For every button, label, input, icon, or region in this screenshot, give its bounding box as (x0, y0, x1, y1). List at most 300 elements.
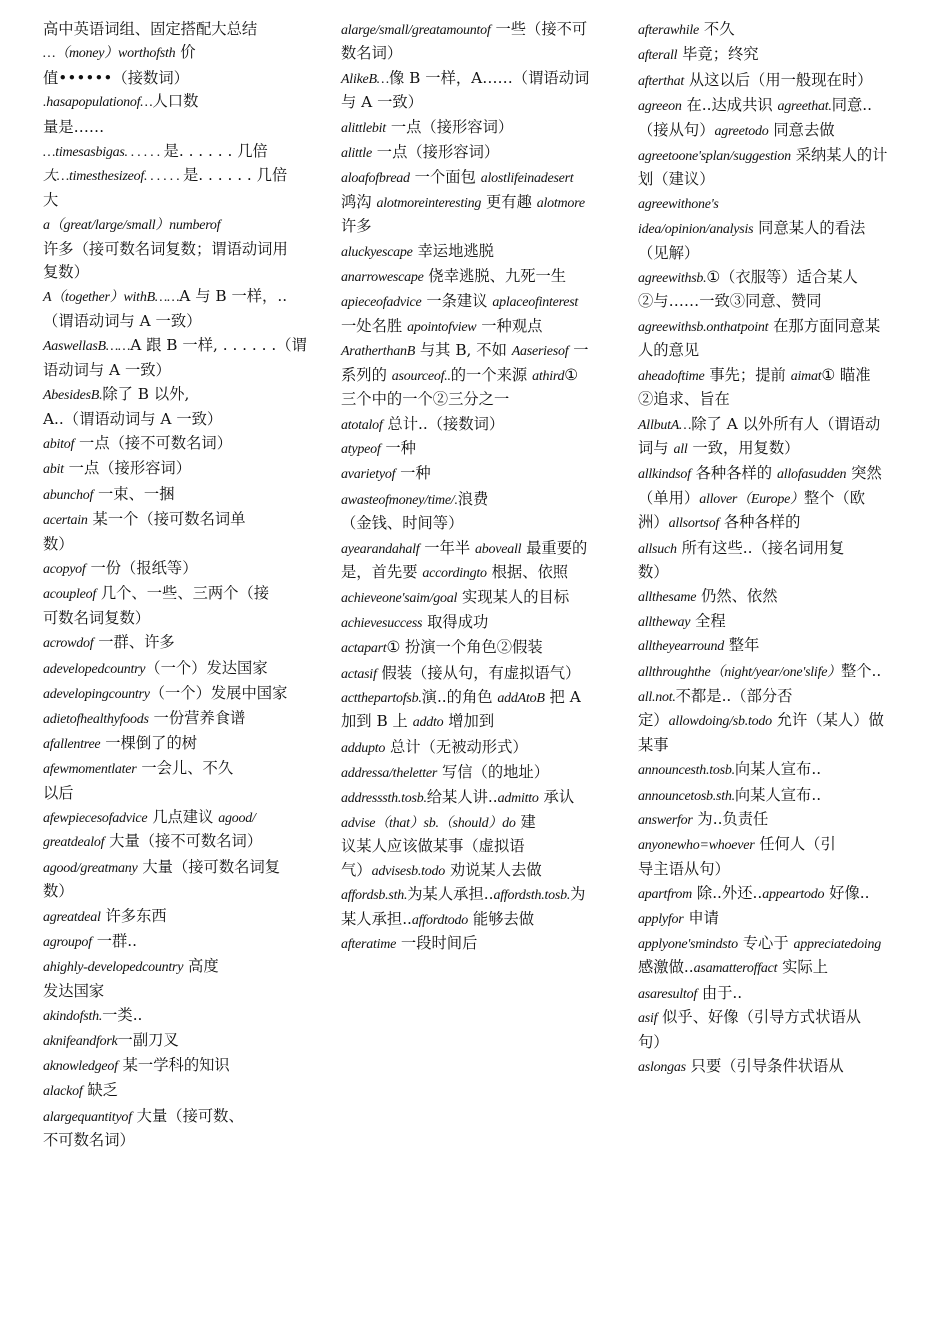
vocab-entry (638, 364, 914, 412)
english-phrase: alostlifeinadesert (480, 171, 574, 187)
vocab-entry (638, 982, 914, 1054)
chinese-gloss: 一份（报纸等） (85, 558, 198, 577)
entry-line (43, 856, 319, 880)
chinese-gloss: 是. . . . . . 几倍 (163, 142, 268, 161)
entry-line (43, 657, 319, 681)
entry-line (43, 508, 319, 532)
vocab-entry (43, 856, 319, 904)
entry-line (341, 586, 619, 610)
english-phrase: aluckyescape (341, 244, 413, 260)
english-phrase: allsuch (638, 541, 677, 557)
entry-line (43, 18, 319, 41)
chinese-gloss: 一条建议 (421, 292, 493, 311)
entry-line (638, 364, 914, 388)
chinese-gloss: 是，首先要 (341, 562, 423, 581)
chinese-gloss: 取得成功 (422, 612, 489, 631)
entry-line (638, 982, 914, 1006)
chinese-gloss: 所有这些..（接名词用复 (676, 538, 845, 557)
vocab-entry (43, 432, 319, 456)
chinese-gloss: 一些（接不可 (490, 20, 588, 38)
chinese-gloss: 全程 (690, 611, 726, 630)
entry-line (638, 932, 914, 956)
entry-line (43, 238, 319, 261)
chinese-gloss: （单用） (638, 488, 700, 507)
english-phrase: accordingto (422, 565, 487, 581)
entry-line (638, 388, 914, 411)
vocab-entry (638, 413, 914, 462)
english-phrase: alltheway (638, 614, 691, 630)
entry-line (638, 217, 914, 241)
entry-line (43, 1004, 319, 1028)
entry-line (341, 388, 619, 411)
english-phrase: …（money）worthofsth (43, 46, 176, 62)
english-phrase: aknifeandfork (43, 1033, 118, 1049)
chinese-gloss: 一份营养食谱 (148, 709, 246, 728)
chinese-gloss: 导主语从句） (638, 859, 730, 878)
entry-line (43, 880, 319, 903)
entry-line (43, 582, 319, 606)
chinese-gloss: 值••••••（接数词） (43, 68, 189, 87)
chinese-gloss: 不可数名词） (43, 1131, 135, 1150)
chinese-gloss: A 跟 B 一样, . . . . . .（谓 (130, 336, 307, 355)
chinese-gloss: 一束、一捆 (93, 484, 175, 503)
chinese-gloss: A..（谓语动词与 A 一致） (43, 409, 223, 428)
english-phrase: afteratime (341, 937, 397, 953)
english-phrase: afterthat (638, 73, 684, 89)
chinese-gloss: 增加到 (443, 712, 495, 731)
chinese-gloss: 承认 (538, 787, 575, 806)
chinese-gloss: ①（衣服等）适合某人 (706, 268, 858, 287)
english-phrase: AratherthanB (341, 344, 415, 360)
chinese-gloss: 各种各样的 (719, 513, 801, 532)
chinese-gloss: 加到 B 上 (341, 712, 413, 731)
english-phrase: aplaceofinterest (492, 295, 579, 311)
chinese-gloss: 数） (638, 562, 669, 581)
vocab-entry (43, 140, 319, 212)
entry-line (43, 41, 319, 65)
entry-line (638, 1055, 914, 1079)
chinese-gloss: 大量（接可数名词复 (137, 857, 281, 876)
english-phrase: applyfor (638, 911, 684, 927)
english-phrase: alargequantityof (43, 1109, 132, 1125)
entry-line (341, 413, 619, 437)
chinese-gloss: 除了 B 以外, (102, 385, 190, 404)
chinese-gloss: 假装（接从句，有虚拟语气） (376, 663, 581, 682)
english-phrase: addupto (341, 740, 386, 756)
chinese-gloss: 数名词） (341, 44, 403, 63)
chinese-gloss: ① (564, 365, 579, 384)
chinese-gloss: 除..外还.. (692, 884, 763, 903)
chinese-gloss: 许多东西 (100, 906, 167, 925)
vocab-entry (341, 265, 619, 289)
chinese-gloss: 整个.. (840, 661, 882, 680)
vocab-entry (43, 930, 319, 954)
entry-line (43, 67, 319, 90)
chinese-gloss: 一种观点 (476, 316, 543, 335)
english-phrase: AbesidesB. (43, 388, 103, 404)
english-phrase: 大…timesthesizeof. . . . . . (43, 169, 183, 185)
vocab-entry (341, 811, 619, 956)
entry-line (43, 189, 319, 212)
vocab-entry (43, 1004, 319, 1053)
english-phrase: agood/ (218, 811, 256, 826)
chinese-gloss: 某人承担.. (341, 909, 412, 928)
english-phrase: a（great/large/small）numberof (43, 218, 221, 234)
entry-line (341, 265, 619, 289)
entry-line (638, 833, 914, 857)
english-phrase: agreethat. (777, 99, 832, 115)
entry-line (43, 90, 319, 114)
chinese-gloss: 向某人宣布.. (734, 760, 822, 779)
vocab-entry (638, 685, 914, 757)
entry-line (638, 1006, 914, 1030)
entry-line (43, 557, 319, 581)
english-phrase: afterawhile (638, 23, 700, 38)
entry-line (638, 43, 914, 67)
entry-line (341, 636, 619, 660)
english-phrase: allkindsof (638, 467, 691, 483)
chinese-gloss: 一棵倒了的树 (100, 733, 198, 752)
english-phrase: AllbutA… (638, 417, 692, 433)
chinese-gloss: 一会儿、不久 (136, 759, 234, 778)
english-phrase: advise（that）sb.（should）do (341, 816, 516, 831)
english-phrase: afterall (638, 48, 678, 64)
entry-line (638, 956, 914, 980)
english-phrase: asif (638, 1011, 658, 1027)
english-phrase: allover（Europe） (699, 491, 804, 507)
vocab-entry (341, 240, 619, 264)
vocab-entry (341, 166, 619, 238)
vocab-entry (43, 682, 319, 706)
entry-line (341, 116, 619, 140)
entry-line (638, 437, 914, 461)
chinese-gloss: 句） (638, 1032, 669, 1051)
english-phrase: allofasudden (776, 467, 847, 483)
chinese-gloss: 允许（某人）做 (771, 711, 884, 730)
chinese-gloss: 某事 (638, 735, 669, 754)
chinese-gloss: 是. . . . . . 几倍 (183, 166, 288, 185)
vocab-entry (43, 334, 319, 382)
entry-line (43, 607, 319, 630)
vocab-entry (43, 457, 319, 481)
vocab-entry (638, 462, 914, 535)
entry-line (43, 1105, 319, 1129)
entry-line (638, 69, 914, 93)
entry-line (43, 955, 319, 979)
entry-line (638, 487, 914, 511)
entry-line (638, 907, 914, 931)
entry-line (341, 932, 619, 956)
chinese-gloss: 把 A (544, 687, 581, 706)
vocab-entry (43, 1105, 319, 1153)
chinese-gloss: 专心于 (737, 934, 794, 953)
entry-line (341, 437, 619, 461)
vocab-entry (638, 217, 914, 265)
chinese-gloss: 可数名词复数） (43, 608, 151, 627)
entry-line (341, 166, 619, 190)
vocab-entry (341, 18, 619, 66)
chinese-gloss: 像 B 一样，A……（谓语动词 (389, 68, 590, 87)
vocab-entry (43, 18, 319, 66)
chinese-gloss: 同意.. (831, 96, 873, 115)
vocab-entry (638, 266, 914, 314)
english-phrase: agreetoone'splan/suggestion (638, 149, 791, 165)
chinese-gloss: 一点（接不可数名词） (74, 433, 233, 452)
entry-line (341, 290, 619, 314)
english-phrase: affordsth.tosb. (493, 888, 571, 904)
entry-line (638, 537, 914, 561)
chinese-gloss: 数） (43, 534, 74, 553)
english-phrase: agood/greatmany (43, 860, 138, 876)
entry-line (638, 734, 914, 757)
vocab-entry (638, 69, 914, 93)
chinese-gloss: 定） (638, 711, 669, 730)
english-phrase: greatdealof (43, 835, 105, 851)
entry-line (341, 561, 619, 585)
vocab-entry (43, 757, 319, 805)
english-phrase: apartfrom (638, 887, 693, 903)
vocab-entry (341, 537, 619, 586)
vocab-entry (43, 483, 319, 507)
entry-line (638, 144, 914, 168)
english-phrase: Aaseriesof (511, 344, 569, 360)
chinese-gloss: 一种 (395, 464, 431, 483)
chinese-gloss: 某一学科的知识 (117, 1056, 230, 1075)
chinese-gloss: 演..的角色 (421, 687, 498, 706)
english-phrase: afewmomentlater (43, 762, 137, 778)
chinese-gloss: 整个（欧 (803, 488, 866, 507)
entry-line (341, 339, 619, 363)
english-phrase: allowdoing/sb.todo (668, 714, 772, 730)
chinese-gloss: 人的意见 (638, 341, 700, 360)
chinese-gloss: 人口数 (152, 92, 199, 111)
chinese-gloss: 大 (43, 190, 59, 209)
english-phrase: agroupof (43, 935, 92, 951)
entry-line (43, 457, 319, 481)
entry-line (638, 413, 914, 437)
entry-line (638, 585, 914, 609)
chinese-gloss: 价 (175, 43, 196, 62)
entry-line (341, 240, 619, 264)
column-3 (638, 18, 914, 1080)
chinese-gloss: 高度 (183, 957, 219, 976)
english-phrase: agreewithsb.onthatpoint (638, 319, 769, 335)
entry-line (638, 462, 914, 486)
english-phrase: aknowledgeof (43, 1059, 118, 1075)
entry-line (638, 808, 914, 832)
entry-line (341, 364, 619, 388)
english-phrase: allthroughthe（night/year/one'slife） (638, 664, 841, 680)
chinese-gloss: 同意某人的看法 (753, 219, 866, 238)
english-phrase: athird (532, 368, 565, 384)
entry-line (341, 883, 619, 907)
entry-line (43, 1129, 319, 1152)
chinese-gloss: A 与 B 一样，.. (179, 287, 288, 306)
chinese-gloss: 一种 (380, 438, 416, 457)
english-phrase: acopyof (43, 561, 86, 577)
english-phrase: adevelopingcountry (43, 686, 150, 702)
chinese-gloss: 某一个（接可数名词单 (87, 510, 246, 529)
vocab-entry (43, 905, 319, 929)
chinese-gloss: 在那方面同意某 (768, 316, 881, 335)
english-phrase: avarietyof (341, 467, 396, 483)
vocab-entry (341, 141, 619, 165)
vocab-entry (638, 43, 914, 67)
english-phrase: achievesuccess (341, 615, 423, 631)
english-phrase: admitto (497, 790, 539, 806)
english-phrase: actasif (341, 666, 377, 682)
english-phrase: asourceof.. (391, 368, 451, 384)
chinese-gloss: 缺乏 (82, 1081, 118, 1100)
column-2 (341, 18, 619, 957)
vocab-entry (638, 882, 914, 931)
vocab-entry (43, 116, 319, 139)
english-phrase: ahighly-developedcountry (43, 960, 184, 976)
entry-line (638, 290, 914, 313)
english-phrase: addressa/theletter (341, 766, 438, 782)
chinese-gloss: 为..负责任 (692, 810, 769, 828)
vocab-entry (43, 955, 319, 1003)
vocab-entry (43, 1079, 319, 1103)
english-phrase: apieceofadvice (341, 295, 422, 311)
chinese-gloss: （谓语动词与 A 一致） (43, 311, 202, 330)
english-phrase: apointofview (407, 319, 477, 335)
chinese-gloss: 一点（接形容词） (385, 117, 514, 136)
english-phrase: agreeon (638, 99, 682, 115)
entry-line (341, 18, 619, 42)
english-phrase: appreciatedoing (793, 937, 881, 953)
vocab-entry (43, 67, 319, 115)
chinese-gloss: 侥幸逃脱、九死一生 (423, 267, 567, 286)
english-phrase: aboveall (475, 541, 522, 557)
vocab-entry (341, 290, 619, 411)
entry-line (638, 315, 914, 339)
chinese-gloss: 除了 A 以外所有人（谓语动 (691, 414, 881, 433)
chinese-gloss: 复数） (43, 263, 89, 282)
english-phrase: anyonewho=whoever (638, 838, 755, 854)
entry-line (638, 882, 914, 906)
chinese-gloss: 一点（接形容词） (63, 459, 192, 478)
chinese-gloss: 同意去做 (768, 120, 835, 139)
chinese-gloss: 一副刀叉 (117, 1030, 179, 1049)
chinese-gloss: （一个）发展中国家 (149, 683, 288, 702)
entry-line (341, 141, 619, 165)
chinese-gloss: 给某人讲.. (426, 787, 498, 806)
vocab-entry (341, 462, 619, 486)
chinese-gloss: 写信（的地址） (437, 763, 550, 782)
english-phrase: abit (43, 462, 64, 478)
chinese-gloss: 几点建议 (147, 808, 219, 826)
entry-line (341, 859, 619, 883)
chinese-gloss: 一年半 (419, 538, 476, 557)
english-phrase: actthepartofsb. (341, 690, 422, 706)
english-phrase: awasteofmoney/time/. (341, 492, 458, 508)
chinese-gloss: 一处名胜 (341, 316, 408, 335)
entry-line (43, 213, 319, 237)
entry-line (341, 611, 619, 635)
chinese-gloss: 只要（引导条件状语从 (685, 1057, 844, 1076)
entry-line (341, 686, 619, 710)
entry-line (341, 537, 619, 561)
entry-line (638, 758, 914, 782)
vocab-entry (638, 94, 914, 143)
chinese-gloss: 整年 (723, 636, 760, 655)
entry-line (341, 835, 619, 858)
chinese-gloss: 总计..（接数词） (382, 414, 505, 433)
vocab-entry (43, 285, 319, 333)
chinese-gloss: 与 A 一致） (341, 93, 423, 112)
entry-line (43, 261, 319, 284)
entry-line (43, 1029, 319, 1053)
entry-line (341, 908, 619, 932)
vocab-entry (638, 660, 914, 684)
vocab-entry (341, 586, 619, 635)
english-phrase: agreewithsb. (638, 271, 707, 287)
entry-line (43, 1054, 319, 1078)
chinese-gloss: ②与……一致③同意、赞同 (638, 292, 822, 311)
english-phrase: allsortsof (668, 516, 720, 532)
chinese-gloss: 一 (568, 341, 589, 360)
entry-line (43, 533, 319, 556)
chinese-gloss: 似乎、好像（引导方式状语从 (657, 1008, 861, 1027)
entry-line (638, 1031, 914, 1054)
chinese-gloss: 一个面包 (409, 168, 481, 187)
entry-line (638, 634, 914, 658)
entry-line (341, 761, 619, 785)
entry-line (43, 334, 319, 358)
vocab-entry (638, 932, 914, 981)
english-phrase: adietofhealthyfoods (43, 712, 149, 728)
entry-line (638, 266, 914, 290)
vocab-entry (638, 784, 914, 833)
vocab-entry (638, 833, 914, 881)
entry-line (341, 67, 619, 91)
entry-line (638, 94, 914, 118)
english-phrase: .hasapopulationof… (43, 95, 153, 111)
chinese-gloss: 突然 (846, 464, 882, 483)
vocab-entry (43, 557, 319, 581)
chinese-gloss: 采纳某人的计 (790, 146, 888, 165)
chinese-gloss: 量是…… (43, 117, 105, 136)
chinese-gloss: 为某人承担.. (407, 885, 494, 904)
english-phrase: AlikeB… (341, 71, 390, 87)
chinese-gloss: 与其 B, 不如 (415, 341, 512, 360)
english-phrase: asaresultof (638, 986, 697, 1002)
entry-line (341, 462, 619, 486)
english-phrase: applyone'smindsto (638, 937, 738, 953)
chinese-gloss: 许多 (341, 217, 372, 236)
entry-line (43, 1079, 319, 1103)
english-phrase: anarrowescape (341, 270, 424, 286)
chinese-gloss: 由于.. (696, 983, 743, 1002)
english-phrase: aloafofbread (341, 171, 410, 187)
english-phrase: alackof (43, 1084, 83, 1100)
english-phrase: alltheyearround (638, 639, 724, 655)
chinese-gloss: 申请 (683, 908, 719, 927)
chinese-gloss: 气） (341, 860, 372, 879)
chinese-gloss: 从这以后（用一般现在时） (683, 70, 873, 89)
english-phrase: agreatdeal (43, 909, 101, 925)
chinese-gloss: 高中英语词组、固定搭配大总结 (43, 20, 258, 38)
column-1 (43, 18, 319, 1154)
chinese-gloss: 仍然、依然 (696, 587, 778, 606)
chinese-gloss: 几个、一些、三两个（接 (95, 584, 270, 603)
english-phrase: atotalof (341, 417, 383, 433)
english-phrase: acertain (43, 513, 88, 529)
entry-line (638, 709, 914, 733)
entry-line (43, 285, 319, 309)
english-phrase: afallentree (43, 736, 101, 752)
